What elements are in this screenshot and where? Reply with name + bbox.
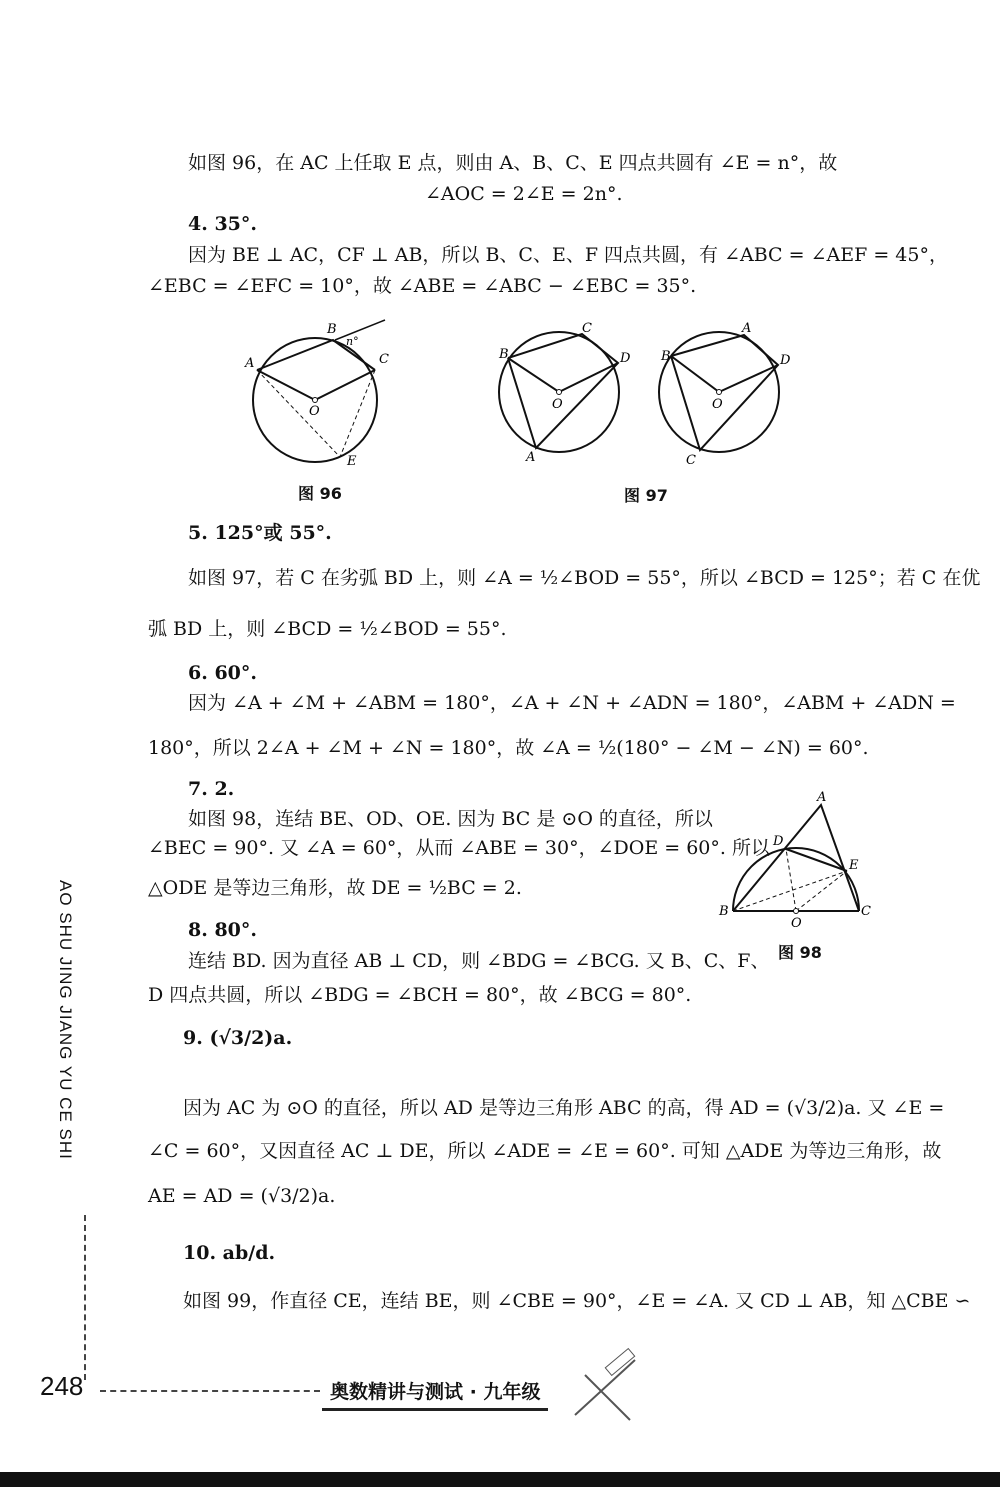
figure-97-right bbox=[656, 320, 806, 470]
answer-9: 9. (√3/2)a. bbox=[183, 1027, 293, 1049]
answer-7: 7. 2. bbox=[188, 778, 235, 800]
text-line-8: 弧 BD 上，则 ∠BCD = ½∠BOD = 55°. bbox=[148, 618, 507, 640]
fig96-dash-ae bbox=[257, 370, 340, 457]
text-line-20: 因为 AC 为 ⊙O 的直径，所以 AD 是等边三角形 ABC 的高，得 AD = (√3/2)a. 又 ∠E = bbox=[183, 1097, 945, 1119]
answer-6: 6. 60°. bbox=[188, 662, 258, 684]
answer-8: 8. 80°. bbox=[188, 919, 258, 941]
fig98-dash-oe bbox=[796, 871, 847, 911]
fig96-point-b: B bbox=[327, 322, 337, 337]
fig98-dash-od bbox=[786, 849, 796, 911]
fig97b-point-o: O bbox=[712, 397, 723, 412]
fig98-label: 图 98 bbox=[778, 943, 822, 962]
text-line-21: ∠C = 60°，又因直径 AC ⊥ DE，所以 ∠ADE = ∠E = 60°. 可知 △ADE 为等边三角形，故 bbox=[148, 1140, 942, 1162]
fig96-point-e: E bbox=[347, 454, 357, 469]
fig98-triangle bbox=[733, 805, 859, 911]
fig98-point-b: B bbox=[719, 904, 729, 919]
text-line-4: 因为 BE ⊥ AC，CF ⊥ AB，所以 B、C、E、F 四点共圆，有 ∠ABC = ∠AEF = 45°， bbox=[188, 244, 948, 266]
text-line-14: ∠BEC = 90°. 又 ∠A = 60°，从而 ∠ABE = 30°，∠DOE = 60°. 所以 bbox=[148, 837, 770, 859]
fig98-center bbox=[794, 909, 799, 914]
fig97a-point-d: D bbox=[620, 351, 631, 366]
text-line-22: AE = AD = (√3/2)a. bbox=[148, 1185, 336, 1207]
text-line-1: 如图 96，在 AC 上任取 E 点，则由 A、B、C、E 四点共圆有 ∠E = n°，故 bbox=[188, 152, 838, 174]
fig96-tangent bbox=[335, 320, 385, 340]
fig98-point-a: A bbox=[817, 790, 827, 805]
text-line-7: 如图 97，若 C 在劣弧 BD 上，则 ∠A = ½∠BOD = 55°，所以 ∠BCD = 125°；若 C 在优 bbox=[188, 567, 981, 589]
fig96-point-o: O bbox=[309, 404, 320, 419]
fig97a-point-c: C bbox=[582, 321, 592, 336]
page-number: 248 bbox=[40, 1371, 84, 1401]
fig97a-radii bbox=[508, 358, 618, 392]
text-line-13: 如图 98，连结 BE、OD、OE. 因为 BC 是 ⊙O 的直径，所以 bbox=[188, 808, 713, 830]
fig98-point-e: E bbox=[849, 858, 859, 873]
book-title: 奥数精讲与测试 · 九年级 bbox=[322, 1373, 548, 1411]
fig96-radii bbox=[257, 370, 375, 400]
answer-10: 10. ab/d. bbox=[183, 1242, 276, 1264]
fig98-point-c: C bbox=[861, 904, 871, 919]
text-line-2: ∠AOC = 2∠E = 2n°. bbox=[425, 183, 623, 205]
fig96-angle-n: n° bbox=[346, 335, 359, 348]
figure-96 bbox=[245, 315, 395, 485]
footer-dashed-rule bbox=[100, 1390, 320, 1392]
answer-5: 5. 125°或 55°. bbox=[188, 522, 332, 544]
text-line-15: △ODE 是等边三角形，故 DE = ½BC = 2. bbox=[148, 877, 522, 899]
fig98-point-o: O bbox=[791, 916, 802, 931]
fig97b-point-c: C bbox=[686, 453, 696, 468]
text-line-18: D 四点共圆，所以 ∠BDG = ∠BCH = 80°，故 ∠BCG = 80°. bbox=[148, 984, 692, 1006]
fig97a-point-b: B bbox=[499, 347, 509, 362]
fig97b-point-d: D bbox=[780, 353, 791, 368]
fig96-point-c: C bbox=[379, 352, 389, 367]
text-line-17: 连结 BD. 因为直径 AB ⊥ CD，则 ∠BDG = ∠BCG. 又 B、C、F、 bbox=[188, 950, 770, 972]
text-line-10: 因为 ∠A + ∠M + ∠ABM = 180°，∠A + ∠N + ∠ADN = 180°，∠ABM + ∠ADN = bbox=[188, 692, 956, 714]
text-line-11: 180°，所以 2∠A + ∠M + ∠N = 180°，故 ∠A = ½(180° − ∠M − ∠N) = 60°. bbox=[148, 737, 869, 759]
fig97-label: 图 97 bbox=[624, 486, 668, 505]
fig96-center bbox=[313, 398, 318, 403]
fig97b-radii bbox=[671, 356, 778, 392]
pencil-ruler-icon bbox=[565, 1345, 645, 1425]
figure-97-left bbox=[494, 320, 644, 470]
text-line-24: 如图 99，作直径 CE，连结 BE，则 ∠CBE = 90°，∠E = ∠A. 又 CD ⊥ AB，知 △CBE ∽ bbox=[183, 1290, 971, 1312]
fig98-point-d: D bbox=[773, 834, 784, 849]
fig97a-point-o: O bbox=[552, 397, 563, 412]
fig97b-point-a: A bbox=[742, 321, 752, 336]
fig96-point-a: A bbox=[245, 356, 255, 371]
side-dashed-rule bbox=[84, 1215, 86, 1380]
scan-bottom-band bbox=[0, 1472, 1000, 1487]
fig97a-point-a: A bbox=[526, 450, 536, 465]
figure-98 bbox=[715, 785, 875, 935]
fig96-label: 图 96 bbox=[298, 484, 342, 503]
fig97a-center bbox=[557, 390, 562, 395]
answer-4: 4. 35°. bbox=[188, 213, 258, 235]
fig97b-point-b: B bbox=[661, 349, 671, 364]
fig97b-center bbox=[717, 390, 722, 395]
side-running-title: AO SHU JING JIANG YU CE SHI bbox=[56, 880, 75, 1160]
text-line-5: ∠EBC = ∠EFC = 10°，故 ∠ABE = ∠ABC − ∠EBC = 35°. bbox=[148, 275, 697, 297]
